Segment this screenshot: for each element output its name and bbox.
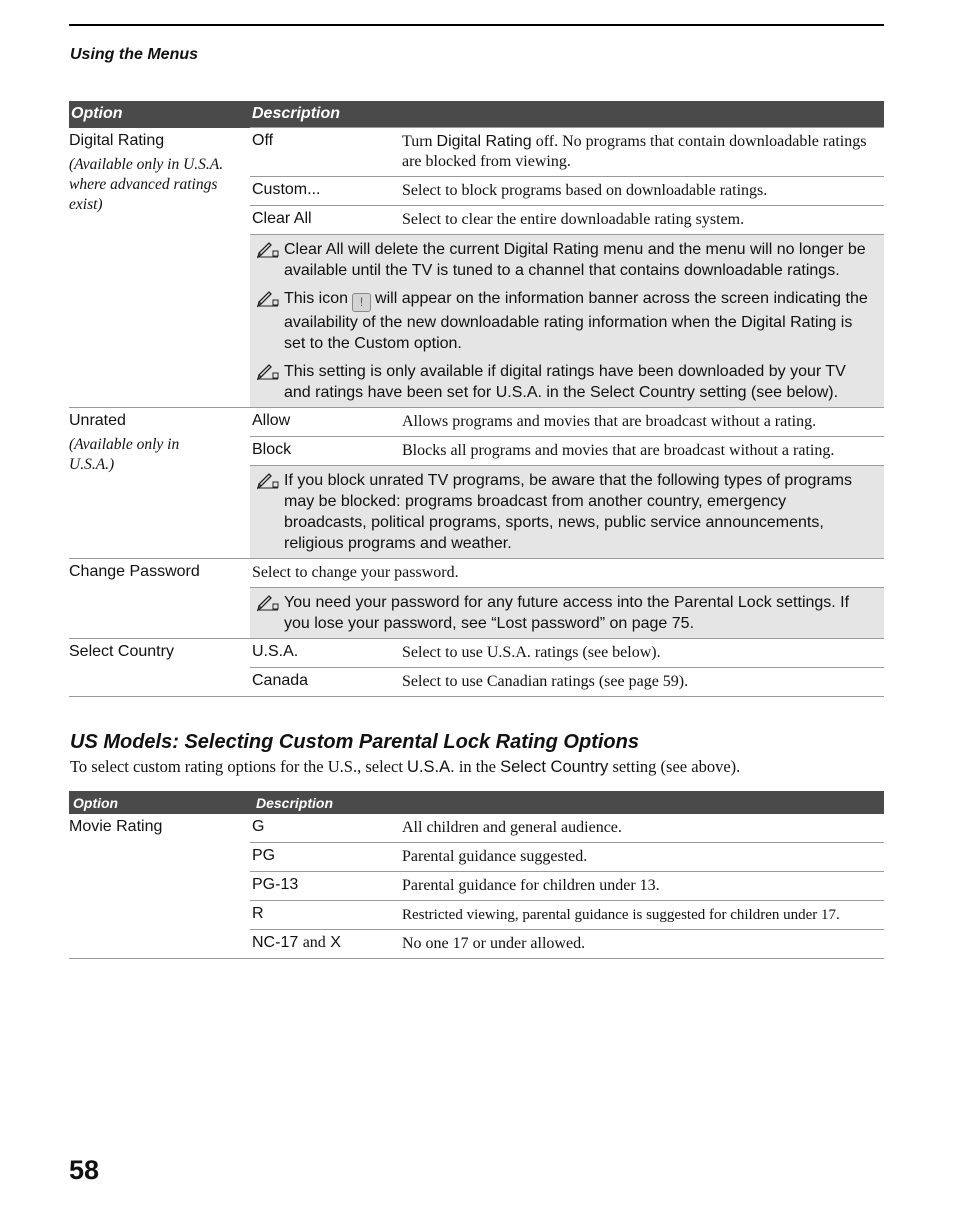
note-pencil-icon <box>256 361 284 381</box>
option-change-password: Change Password <box>69 559 250 639</box>
header-description: Description <box>250 101 884 128</box>
setting-description: Select to block programs based on downloadable ratings. <box>400 177 884 206</box>
table-row <box>69 128 884 177</box>
table-row <box>69 639 884 668</box>
note-text <box>284 288 872 354</box>
note-pencil-icon <box>256 239 284 259</box>
note-text: Clear All will delete the current Digital Rating menu and the menu will no longer be available until the TV is tuned to a channel that contains downloadable ratings. <box>284 241 866 279</box>
setting-off: Off <box>250 128 400 177</box>
note-pencil-icon <box>256 592 284 612</box>
intro-term: Select Country <box>500 758 609 776</box>
setting-allow: Allow <box>250 408 400 437</box>
note-pencil-icon <box>256 288 284 308</box>
rating-description: No one 17 or under allowed. <box>400 930 884 959</box>
options-table <box>69 101 884 697</box>
setting-description: Select to clear the entire downloadable rating system. <box>400 206 884 235</box>
option-label: Unrated <box>69 412 126 429</box>
top-rule <box>69 24 884 26</box>
note <box>256 239 872 281</box>
setting-custom: Custom... <box>250 177 400 206</box>
rating-code: X <box>330 934 341 951</box>
intro-text: in the <box>458 757 496 776</box>
option-digital-rating <box>69 128 250 408</box>
option-select-country: Select Country <box>69 639 250 697</box>
desc-text: off. No programs that contain downloadable ratings are blocked from viewing. <box>402 133 867 170</box>
setting-description: Blocks all programs and movies that are broadcast without a rating. <box>400 437 884 466</box>
intro-text: To select custom rating options for the U.S., select <box>70 757 403 776</box>
rating-setting <box>250 930 400 959</box>
section-intro <box>70 757 884 777</box>
rating-description: Restricted viewing, parental guidance is suggested for children under 17. <box>400 901 884 930</box>
option-availability-note: (Available only in U.S.A. where advanced ratings exist) <box>69 155 224 213</box>
header-option: Option <box>69 791 250 814</box>
notes-box <box>250 466 884 559</box>
option-movie-rating: Movie Rating <box>69 814 250 959</box>
note <box>256 361 872 403</box>
setting-description: Allows programs and movies that are broadcast without a rating. <box>400 408 884 437</box>
info-banner-icon: ! <box>352 293 371 312</box>
setting-description: Select to use Canadian ratings (see page 59). <box>400 668 884 697</box>
note <box>256 470 872 554</box>
section-heading: US Models: Selecting Custom Parental Lock Rating Options <box>70 731 639 753</box>
table-row <box>69 559 884 588</box>
header-option: Option <box>69 101 250 128</box>
rating-description: All children and general audience. <box>402 819 622 836</box>
option-label: Digital Rating <box>69 131 165 149</box>
setting-description <box>400 128 884 177</box>
setting-block: Block <box>250 437 400 466</box>
note-text: If you block unrated TV programs, be aware that the following types of programs may be blocked: programs broadcast from another country, emergency broadcasts, political programs, sports, news, public service announcements, religious programs and weather. <box>284 472 852 552</box>
setting-canada: Canada <box>250 668 400 697</box>
setting-description: Select to change your password. <box>250 559 884 588</box>
note-text-part: will appear on the information banner across the screen indicating the availability of the new downloadable rating information when the Digital Rating is set to the Custom option. <box>284 290 868 352</box>
setting-usa: U.S.A. <box>250 639 400 668</box>
setting-description: Select to use U.S.A. ratings (see below). <box>400 639 884 668</box>
intro-text: setting (see above). <box>612 757 741 776</box>
section-label: Using the Menus <box>70 46 199 63</box>
intro-term: U.S.A. <box>407 758 455 776</box>
rating-description: Parental guidance for children under 13. <box>400 872 884 901</box>
desc-term: Digital Rating <box>436 133 532 150</box>
rating-conjunction: and <box>302 934 326 951</box>
table-row <box>69 408 884 437</box>
note <box>256 592 872 634</box>
option-availability-note: (Available only in U.S.A.) <box>69 436 180 473</box>
notes-box <box>250 588 884 639</box>
setting-clear-all: Clear All <box>250 206 400 235</box>
table-header-row <box>69 101 884 128</box>
rating-description: Parental guidance suggested. <box>400 843 884 872</box>
note-pencil-icon <box>256 470 284 490</box>
movie-rating-table <box>69 791 884 959</box>
header-description: Description <box>250 791 884 814</box>
option-unrated <box>69 408 250 559</box>
rating-setting: R <box>250 901 400 930</box>
note <box>256 288 872 354</box>
table-row <box>69 814 884 843</box>
rating-setting: PG <box>250 843 400 872</box>
notes-box <box>250 235 884 408</box>
note-text: This setting is only available if digital ratings have been downloaded by your TV and ratings have been set for U.S.A. in the Select Country setting (see below). <box>284 363 846 401</box>
note-text-part: This icon <box>284 290 349 307</box>
page-number: 58 <box>69 1155 100 1185</box>
rating-code: NC-17 <box>252 934 299 951</box>
rating-setting: G <box>252 818 265 835</box>
rating-setting: PG-13 <box>250 872 400 901</box>
note-text: You need your password for any future access into the Parental Lock settings. If you lose your password, see “Lost password” on page 75. <box>284 594 850 632</box>
desc-text: Turn <box>402 133 433 150</box>
table-header-row <box>69 791 884 814</box>
